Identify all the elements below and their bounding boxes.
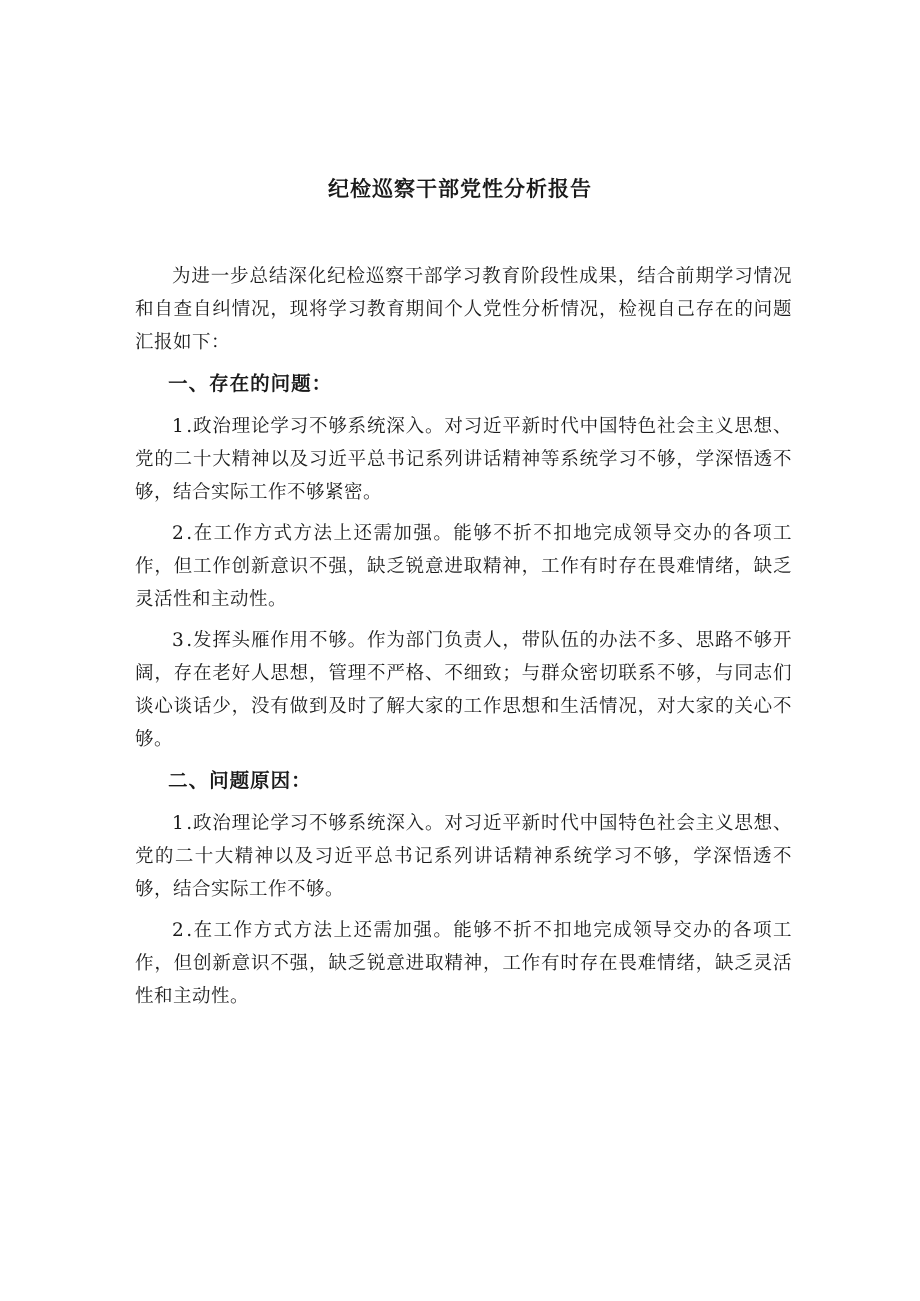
problem-item-2 [135, 517, 792, 616]
item-number: 2 [172, 523, 185, 544]
section-heading-causes: 二、问题原因： [168, 769, 312, 792]
item-text: .在工作方式方法上还需加强。能够不折不扣地完成领导交办的各项工作，但工作创新意识不强，缺乏锐意进取精神，工作有时存在畏难情绪，缺乏灵活性和主动性。 [135, 523, 792, 610]
item-number: 3 [172, 630, 185, 651]
problem-item-1 [135, 410, 792, 509]
document-title: 纪检巡察干部党性分析报告 [328, 177, 592, 201]
problem-item-3 [135, 624, 792, 756]
section-heading-problems: 一、存在的问题： [168, 372, 333, 395]
item-number: 2 [172, 920, 185, 941]
item-text: .政治理论学习不够系统深入。对习近平新时代中国特色社会主义思想、党的二十大精神以及习近平总书记系列讲话精神等系统学习不够，学深悟透不够，结合实际工作不够紧密。 [135, 416, 792, 503]
item-number: 1 [172, 813, 185, 834]
item-number: 1 [172, 416, 185, 437]
document-body [135, 260, 792, 1021]
cause-item-1 [135, 807, 792, 906]
intro-paragraph: 为进一步总结深化纪检巡察干部学习教育阶段性成果，结合前期学习情况和自查自纠情况，现将学习教育期间个人党性分析情况，检视自己存在的问题汇报如下： [135, 266, 792, 353]
item-text: .在工作方式方法上还需加强。能够不折不扣地完成领导交办的各项工作，但创新意识不强，缺乏锐意进取精神，工作有时存在畏难情绪，缺乏灵活性和主动性。 [135, 920, 792, 1007]
item-text: .政治理论学习不够系统深入。对习近平新时代中国特色社会主义思想、党的二十大精神以及习近平总书记系列讲话精神系统学习不够，学深悟透不够，结合实际工作不够。 [135, 813, 792, 900]
item-text: .发挥头雁作用不够。作为部门负责人，带队伍的办法不多、思路不够开阔，存在老好人思想，管理不严格、不细致；与群众密切联系不够，与同志们谈心谈话少，没有做到及时了解大家的工作思想和生活情况，对大家的关心不够。 [135, 630, 792, 750]
cause-item-2 [135, 914, 792, 1013]
